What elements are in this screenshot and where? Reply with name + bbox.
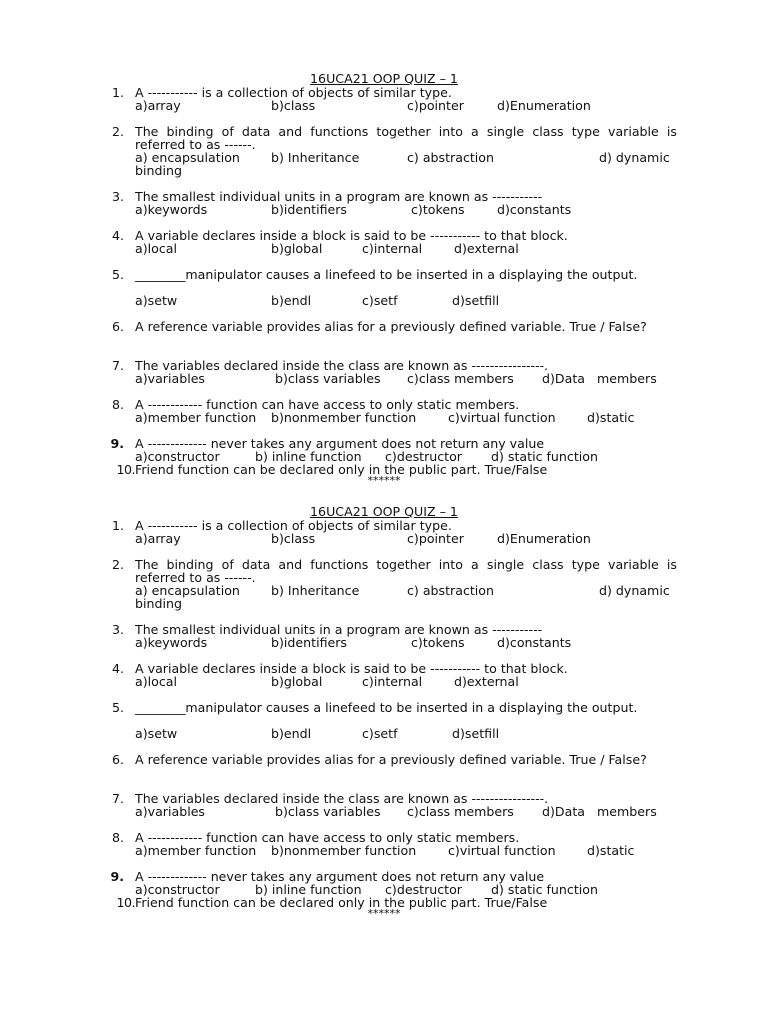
question-text: The variables declared inside the class are known as ----------------.: [135, 791, 549, 806]
option-c: c) abstraction: [407, 150, 494, 165]
question-number: 1.: [111, 85, 124, 100]
option-b: b)global: [271, 241, 323, 256]
option-d: d)setfill: [452, 293, 500, 308]
question-text: A reference variable provides alias for a previously defined variable. True / False?: [135, 752, 647, 767]
option-a: a)array: [135, 98, 181, 113]
option-b: b)endl: [271, 726, 312, 741]
question-text: A ----------- is a collection of objects of similar type.: [135, 518, 452, 533]
question-number: 5.: [111, 700, 124, 715]
option-c: c)virtual function: [448, 843, 556, 858]
option-b: b)identifiers: [271, 635, 347, 650]
option-d: d)static: [587, 843, 635, 858]
option-d-continued: binding: [135, 596, 182, 611]
option-b: b) Inheritance: [271, 150, 360, 165]
question-number: 8.: [111, 830, 124, 845]
option-b: b)nonmember function: [271, 410, 417, 425]
question-text: Friend function can be declared only in the public part. True/False: [135, 895, 548, 910]
option-b: b)identifiers: [271, 202, 347, 217]
option-a: a)local: [135, 674, 177, 689]
option-b: b)class variables: [275, 371, 381, 386]
question-number: 3.: [111, 622, 124, 637]
question-number: 7.: [111, 358, 124, 373]
option-b: b)endl: [271, 293, 312, 308]
option-b: b)class: [271, 98, 316, 113]
question-number: 9.: [110, 869, 124, 884]
option-c: c)internal: [362, 241, 423, 256]
option-a: a)member function: [135, 843, 257, 858]
option-d: d)Enumeration: [497, 531, 591, 546]
question-text: The variables declared inside the class are known as ----------------.: [135, 358, 549, 373]
option-d: d)Enumeration: [497, 98, 591, 113]
question-number: 10.: [116, 462, 135, 477]
separator: ******: [367, 907, 401, 920]
question-number: 4.: [111, 228, 124, 243]
option-c: c)tokens: [411, 635, 465, 650]
option-c: c)pointer: [407, 531, 464, 546]
question-text: A ------------ function can have access to only static members.: [135, 397, 520, 412]
question-text: The binding of data and functions together into a single class type variable is referred to as ------.: [135, 124, 677, 152]
option-c: c)class members: [407, 371, 514, 386]
question-text: The smallest individual units in a program are known as -----------: [135, 189, 543, 204]
option-a: a)local: [135, 241, 177, 256]
option-c: c)pointer: [407, 98, 464, 113]
question-number: 8.: [111, 397, 124, 412]
quiz-title: 16UCA21 OOP QUIZ – 1: [310, 504, 458, 519]
option-d-continued: binding: [135, 163, 182, 178]
option-b: b)class variables: [275, 804, 381, 819]
option-d: d) static function: [491, 882, 598, 897]
question-text: A ------------- never takes any argument does not return any value: [135, 869, 545, 884]
option-c: c) abstraction: [407, 583, 494, 598]
option-a: a) encapsulation: [135, 150, 240, 165]
question-number: 10.: [116, 895, 135, 910]
question-number: 5.: [111, 267, 124, 282]
option-d: d)constants: [497, 202, 572, 217]
question-number: 7.: [111, 791, 124, 806]
question-number: 6.: [111, 752, 124, 767]
option-d: d)setfill: [452, 726, 500, 741]
quiz-title: 16UCA21 OOP QUIZ – 1: [310, 71, 458, 86]
question-number: 9.: [110, 436, 124, 451]
question-text: Friend function can be declared only in the public part. True/False: [135, 462, 548, 477]
option-b: b)global: [271, 674, 323, 689]
option-a: a)keywords: [135, 635, 208, 650]
question-number: 4.: [111, 661, 124, 676]
option-c: c)destructor: [385, 449, 462, 464]
option-a: a)setw: [135, 726, 178, 741]
question-text: A variable declares inside a block is said to be ----------- to that block.: [135, 228, 568, 243]
question-number: 2.: [111, 124, 124, 139]
option-a: a)array: [135, 531, 181, 546]
option-b: b)class: [271, 531, 316, 546]
option-a: a)constructor: [135, 882, 220, 897]
option-b: b) inline function: [255, 882, 362, 897]
question-text: ________manipulator causes a linefeed to be inserted in a displaying the output.: [135, 700, 638, 715]
question-number: 3.: [111, 189, 124, 204]
option-d: d)static: [587, 410, 635, 425]
option-a: a)keywords: [135, 202, 208, 217]
option-d: d)Data members: [542, 804, 657, 819]
option-d: d) dynamic: [599, 583, 670, 598]
option-d: d)external: [454, 674, 519, 689]
question-text: The binding of data and functions together into a single class type variable is referred to as ------.: [135, 557, 677, 585]
option-d: d)Data members: [542, 371, 657, 386]
option-b: b) Inheritance: [271, 583, 360, 598]
option-d: d)external: [454, 241, 519, 256]
question-number: 6.: [111, 319, 124, 334]
question-number: 1.: [111, 518, 124, 533]
question-text: A variable declares inside a block is said to be ----------- to that block.: [135, 661, 568, 676]
separator: ******: [367, 474, 401, 487]
question-text: A ----------- is a collection of objects of similar type.: [135, 85, 452, 100]
question-number: 2.: [111, 557, 124, 572]
option-d: d)constants: [497, 635, 572, 650]
option-a: a)constructor: [135, 449, 220, 464]
option-c: c)virtual function: [448, 410, 556, 425]
question-text: A ------------- never takes any argument does not return any value: [135, 436, 545, 451]
option-b: b) inline function: [255, 449, 362, 464]
option-a: a)variables: [135, 804, 205, 819]
option-d: d) dynamic: [599, 150, 670, 165]
option-a: a)member function: [135, 410, 257, 425]
question-text: A reference variable provides alias for a previously defined variable. True / False?: [135, 319, 647, 334]
question-text: A ------------ function can have access to only static members.: [135, 830, 520, 845]
option-a: a)variables: [135, 371, 205, 386]
option-b: b)nonmember function: [271, 843, 417, 858]
option-c: c)class members: [407, 804, 514, 819]
option-c: c)tokens: [411, 202, 465, 217]
option-c: c)destructor: [385, 882, 462, 897]
question-text: The smallest individual units in a program are known as -----------: [135, 622, 543, 637]
option-c: c)internal: [362, 674, 423, 689]
option-c: c)setf: [362, 293, 398, 308]
option-d: d) static function: [491, 449, 598, 464]
question-text: ________manipulator causes a linefeed to be inserted in a displaying the output.: [135, 267, 638, 282]
option-c: c)setf: [362, 726, 398, 741]
option-a: a) encapsulation: [135, 583, 240, 598]
option-a: a)setw: [135, 293, 178, 308]
